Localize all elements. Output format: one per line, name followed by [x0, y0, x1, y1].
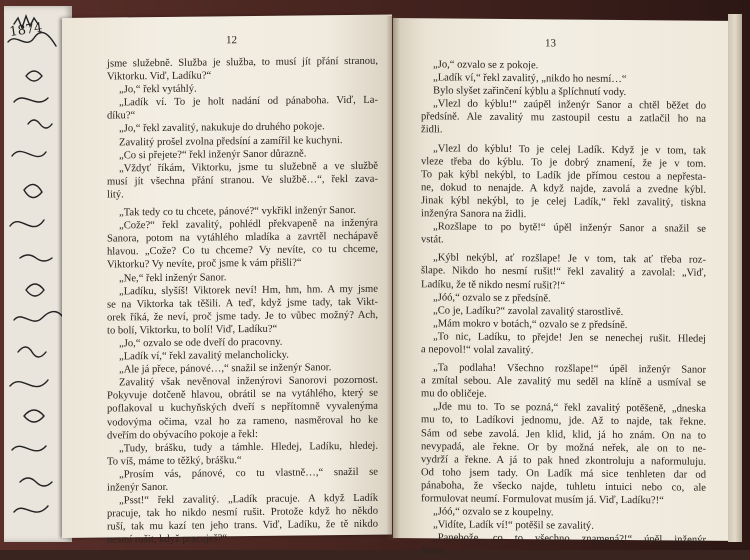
text-line: „To nic, Ladíku, to přejde! Jen se nenechej rušit. Hledej: [433, 331, 706, 345]
text-line: „Vlezl do kýblu!“ zaúpěl inženýr Sanor a chtěl běžet do: [433, 98, 706, 113]
text-line: díku?“: [107, 110, 136, 122]
text-line: „Ale já přece, pánové…,“ snažil se inženýr Sanor.: [119, 362, 332, 376]
text-line: nesmí rušit, když pracuješ?“: [107, 533, 228, 546]
text-line: pánaboha, že všecko najde, tuhletu intuici nebo co, ale: [421, 480, 706, 494]
text-line: se na Viktorka tak těšili. A teď, když jsme tady, tak Vikt-: [107, 296, 378, 311]
text-line: „Tak tedy co tu chcete, pánové?“ vykřikl inženýr Sanor.: [119, 204, 356, 219]
right-page: [393, 18, 728, 557]
text-line: „Ta podlaha! Všechno rozšlape!“ úpěl inženýr Sanor: [433, 362, 706, 376]
text-line: „Kýbl nekýbl, ať rozšlape! Je v tom, tak ať třeba roz-: [433, 252, 706, 267]
text-line: Bylo slyšet zařinčení kýblu a šplíchnutí vody.: [433, 85, 627, 99]
text-line: „Tudy, brášku, tudy a támhle. Hledej, Ladíku, hledej.: [119, 440, 378, 455]
text-line: Zavalitý prošel zvolna předsíní a zamířil ke kuchyni.: [119, 134, 343, 148]
text-line: Ladíku, že tě nikdo nesmí rušit?!“: [421, 278, 566, 292]
text-line: ne, dokud to nenajde. A když najde, zavolá a zvedne kýbl.: [421, 182, 706, 196]
text-line: „Jo,“ řekl zavalitý, nakukuje do druhého pokoje.: [119, 121, 325, 135]
text-line: židli.: [421, 124, 443, 136]
text-line: „Ladíku, slyšíš! Viktorek neví! Hm, hm, hm. A my jsme: [119, 283, 378, 297]
text-line: šlape. Nikdo ho nesmí rušit!“ řekl zavalitý a zavolal: „Viď,: [421, 265, 706, 280]
text-line: ruší, tak mu kazí ten jeho trans. Viď, Ladíku, že tě nikdo: [107, 518, 378, 533]
text-line: nevypadá, ale řekne. Or by možná neřek, ale on to ne-: [421, 440, 706, 455]
text-line: Jinak kýbl nekýbl, to je celej Ladík,“ řekl zavalitý, tiskna: [421, 195, 706, 209]
left-page: [62, 15, 392, 546]
text-line: Sám od sebe zavolá. Jen klid, klid, já ho znám. On na to: [421, 427, 706, 442]
text-line: dveřím do obývacího pokoje a řekl:: [107, 428, 258, 442]
text-line: hlavou. „Cože? Co tu chceme? Vy nevíte, co tu chceme,: [107, 244, 378, 258]
text-line: „Prosím vás, pánové, co tu vlastně…,“ snažil se: [119, 466, 378, 481]
text-line: musí jít všechna přání stranou. Ve službě…“, řekl zava-: [107, 173, 378, 188]
text-line: inženýr Sanor.: [107, 481, 169, 494]
text-line: Viktorku? Vy nevíte, proč jsme k vám přišli?“: [107, 257, 302, 271]
right-page-text: [421, 58, 706, 560]
text-line: vodovýma očima, vzal ho za rameno, nasměroval ho ke: [107, 414, 378, 429]
text-line: orek říká, že neví, proč jsme tady. Je to vůbec možný? Ach,: [107, 309, 378, 324]
text-line: a nepovol!“ volal zavalitý.: [421, 344, 534, 357]
text-line: „Jóó,“ ozvalo se z koupelny.: [433, 506, 554, 519]
text-line: předsíně. Ale zavalitý mu zastoupil cestu a zatlačil ho na: [421, 111, 706, 126]
text-line: vleze třeba do kýblu. To je dobrý znamení, že je v tom.: [421, 155, 706, 170]
text-line: „Co si přejete?“ řekl inženýr Sanor důrazně.: [119, 148, 307, 162]
text-line: litý.: [107, 189, 124, 201]
text-line: To víš, máme to těžký, brášku.“: [107, 454, 242, 468]
text-line: mu to, to Ladíkovi jednomu, jde. Až to najde, tak řekne.: [421, 414, 706, 429]
text-line: „Jde mu to. To se pozná,“ řekl zavalitý potěšeně, „dneska: [433, 401, 706, 416]
text-line: „Jo,“ ozvalo se z pokoje.: [433, 59, 539, 72]
handwriting-year: 1874: [8, 20, 44, 40]
text-line: a zmítal sebou. Ale zavalitý mu seděl na klíně a usmíval se: [421, 375, 706, 389]
text-line: jsme služebně. Služba je služba, to musí jít přání stranou,: [107, 55, 378, 70]
text-line: „Jo,“ ozvalo se ode dveří do pracovny.: [119, 336, 283, 350]
text-line: „Vlezl do kýblu! To je celej Ladík. Když je v tom, tak: [433, 142, 706, 157]
text-line: „Vidíte, Ladík ví!“ potěšil se zavalitý.: [433, 519, 594, 532]
text-line: „Ladík ví,“ řekl zavalitý melancholicky.: [119, 349, 289, 363]
text-line: „Vždyť říkám, Viktorku, jsme tu služebně a ve službě: [119, 160, 378, 175]
text-line: Pokyvuje dotčeně hlavou, obrátil se na vytáhlého, který se: [107, 388, 378, 402]
text-line: „Ne,“ řekl inženýr Sanor.: [119, 271, 227, 284]
text-line: Zavalitý však nevěnoval inženýrovi Sanorovi pozornost.: [119, 374, 378, 389]
text-line: vstát.: [421, 234, 444, 246]
text-line: To pak kýbl nekýbl, to Ladík jde přímou cestou a nepřesta-: [421, 168, 706, 183]
text-line: inženýra Sanora na židli.: [421, 208, 527, 221]
text-line: „Jo,“ řekl vytáhlý.: [119, 83, 197, 96]
text-line: „Co je, Ladíku?“ zavolal zavalitý starostlivě.: [433, 305, 624, 318]
text-line: vydrží a řekne. A já to pak hned zkontroluju a naformuluju.: [421, 453, 706, 468]
text-line: to bolí, Viktorku, to bolí! Viď, Ladíku?“: [107, 323, 278, 337]
text-line: pracuje, tak ho nikdo nesmí rušit. Protože když ho někdo: [107, 505, 378, 520]
text-line: formulovat neumí. Formulovat musím já. Viď, Ladíku?!“: [421, 493, 664, 507]
text-line: mu do obličeje.: [421, 388, 487, 401]
text-line: Viktorku. Viď, Ladíku?“: [107, 70, 212, 83]
text-line: „Jóó,“ ozvalo se z předsíně.: [433, 291, 551, 304]
text-line: „Rozšlape to po bytě!“ úpěl inženýr Sanor a snažil se: [433, 221, 706, 235]
text-line: „Panebože, co to všechno znamená?!“ úpěl inženýr: [433, 532, 706, 547]
page-number-right: 13: [545, 37, 556, 50]
text-line: „Mám mokro v botách,“ ozvalo se z předsíně.: [433, 318, 628, 331]
text-line: „Ladík ví,“ řekl zavalitý, „nikdo ho nesmí…“: [433, 72, 627, 86]
left-page-text: [107, 55, 378, 547]
text-line: „Cože?“ řekl zavalitý, pohlédl překvapeně na inženýra: [119, 217, 378, 232]
page-number-left: 12: [226, 34, 237, 47]
text-line: Sanora, potom na vytáhlého mladíka a zavrtěl nechápavě: [107, 230, 378, 245]
text-line: poflakoval u kuchyňských dveří s nepřítomně vyvalenýma: [107, 401, 378, 415]
text-line: „Ladík ví. To je holt nadání od pánaboha. Viď, La-: [119, 94, 378, 109]
text-line: „Psst!“ řekl zavalitý. „Ladík pracuje. A když Ladík: [119, 492, 378, 507]
page-block-edge: [728, 14, 742, 542]
text-line: Od toho jsem tady. On Ladík má sice tenhleten dar od: [421, 467, 706, 481]
text-line: Sanor.: [421, 545, 448, 557]
